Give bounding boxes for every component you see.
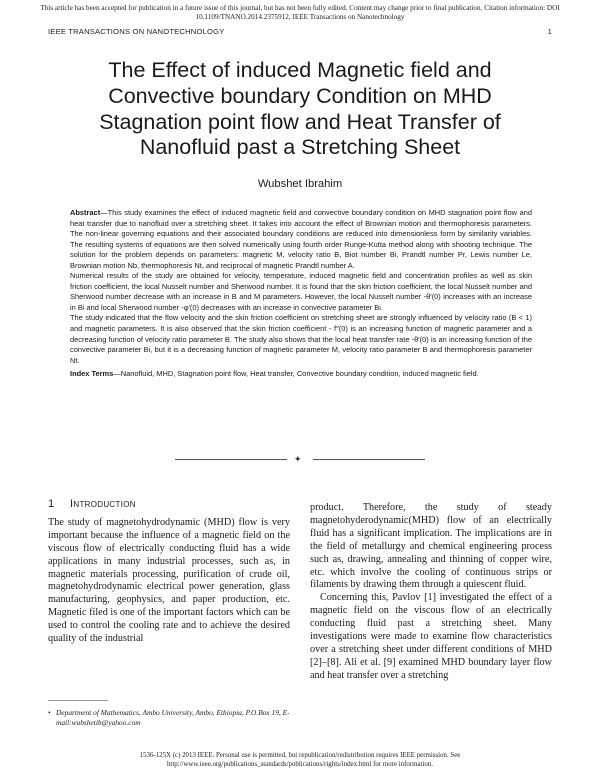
page-number: 1 (547, 27, 552, 36)
footnote-text: Department of Mathematics, Ambo University, Ambo, Ethiopia, P.O.Box 19, E-mail:wubshetib@yahoo.com (56, 708, 290, 727)
abstract (70, 208, 532, 380)
body-left-column (48, 498, 290, 646)
title-line-2: Convective boundary Condition on MHD (108, 83, 492, 108)
notice-line-2: 10.1109/TNANO.2014.2375912, IEEE Transactions on Nanotechnology (195, 13, 405, 21)
title-line-3: Stagnation point flow and Heat Transfer of (99, 109, 501, 134)
section-heading (48, 498, 290, 511)
prepublication-notice (10, 4, 590, 22)
copyright-line-2: http://www.ieee.org/publications_standards/publications/rights/index.html for more information. (166, 760, 433, 768)
footnote-rule (48, 700, 108, 701)
author-affiliation-footnote (48, 708, 292, 727)
notice-line-1: This article has been accepted for publication in a future issue of this journal, but has not been fully edited. Content may change prior to final publication. Citation information: DOI (40, 4, 560, 12)
copyright-notice (60, 752, 540, 769)
running-header (48, 27, 552, 36)
footnote-bullet: • (48, 708, 51, 717)
abstract-paragraph-3: The study indicated that the flow velocity and the skin friction coefficient on stretching sheet are strongly influenced by velocity ratio (B < 1) and magnetic parameters. It is also observed that the skin friction coefficient - f″(0) is an increasing function of magnetic parameter and a decreasing function of velocity ratio parameter B. The study also shows that the local heat transfer rate -θ′(0) is an increasing function of the convective parameter Bi, but it is a decreasing function of magnetic parameter M, velocity ratio parameter B and thermophoresis parameter Nt. (70, 313, 532, 365)
section-number: 1 (48, 498, 55, 510)
section-divider (175, 455, 425, 465)
divider-line-right (313, 459, 425, 460)
intro-paragraph-1: The study of magnetohydrodynamic (MHD) flow is very important because the influence of a magnetic field on the viscous flow of electrically conducting fluid has a wide applications in many industrial processes, such as, in magnetic materials processing, purification of crude oil, magnetohydrodynamic electrical power generation, glass manufacturing, geophysics, and paper production, etc. Magnetic filed is one of the important factors which can be used to control the cooling rate and to achieve the desired quality of the industrial (48, 516, 290, 645)
abstract-paragraph-2: Numerical results of the study are obtained for velocity, temperature, induced magnetic field and concentration profiles as well as skin friction coefficient, the local Nusselt number and Sherwood number. It is found that the skin friction coefficient, the local Nusselt number and Sherwood number decrease with an increase in B and M parameters. However, the local Nusselt number -θ′(0) increases with an increase in Bi and local Sherwood number -φ′(0) decreases with an increase in convective parameter Bi. (70, 271, 532, 312)
abstract-text-1: —This study examines the effect of induced magnetic field and convective boundary condition on MHD stagnation point flow and heat transfer due to nanofluid over a stretching sheet. It takes into account the effect of Brownian motion and thermophoresis parameters. The non-linear governing equations and their associated boundary conditions are reduced into dimensionless form by similarity variables. The resulting systems of equations are then solved numerically using fourth order Runge-Kutta method along with shooting technique. The solution for the problem depends on parameters: magnetic M, velocity ratio B, Biot number Bi, Prandtl number Pr, Lewis number Le, Brownian motion Nb, thermophoresis Nt, and reciprocal of magnetic Prandtl number A. (70, 208, 532, 270)
divider-diamond-icon: ✦ (294, 455, 302, 465)
body-right-column (310, 502, 552, 683)
index-terms-label: Index Terms (70, 369, 114, 379)
section-title: Introduction (70, 498, 136, 510)
index-terms-text: —Nanofluid, MHD, Stagnation point flow, Heat transfer, Convective boundary condition, induced magnetic field. (113, 369, 479, 379)
title-line-1: The Effect of induced Magnetic field and (108, 58, 492, 82)
abstract-label: Abstract (70, 208, 101, 217)
abstract-paragraph-1 (70, 208, 532, 271)
author-name: Wubshet Ibrahim (257, 178, 343, 190)
journal-name: IEEE TRANSACTIONS ON NANOTECHNOLOGY (48, 27, 225, 36)
divider-line-left (175, 459, 287, 460)
intro-paragraph-1-continued: product. Therefore, the study of steady magnetohyderodynamic(MHD) flow of an electrically fluid has a significant implication. The implications are in the field of metallurgy and chemical engineering process such as, drawing, annealing and thinning of copper wire, etc. which involve the cooling of continuous strips or filaments by drawing them through a quiescent fluid. (310, 502, 552, 591)
paper-title (40, 58, 560, 161)
title-line-4: Nanofluid past a Stretching Sheet (139, 135, 461, 160)
index-terms (70, 369, 532, 380)
intro-paragraph-2: Concerning this, Pavlov [1] investigated the effect of a magnetic field on the viscous flow of an electrically conducting fluid past a stretching sheet. Many investigations were made to examine flow characteristics over a stretching sheet under different conditions of MHD [2]–[8]. Ali et al. [9] examined MHD boundary layer flow and heat transfer over a stretching (310, 592, 552, 681)
copyright-line-1: 1536-125X (c) 2013 IEEE. Personal use is permitted, but republication/redistribution requires IEEE permission. See (139, 752, 461, 759)
